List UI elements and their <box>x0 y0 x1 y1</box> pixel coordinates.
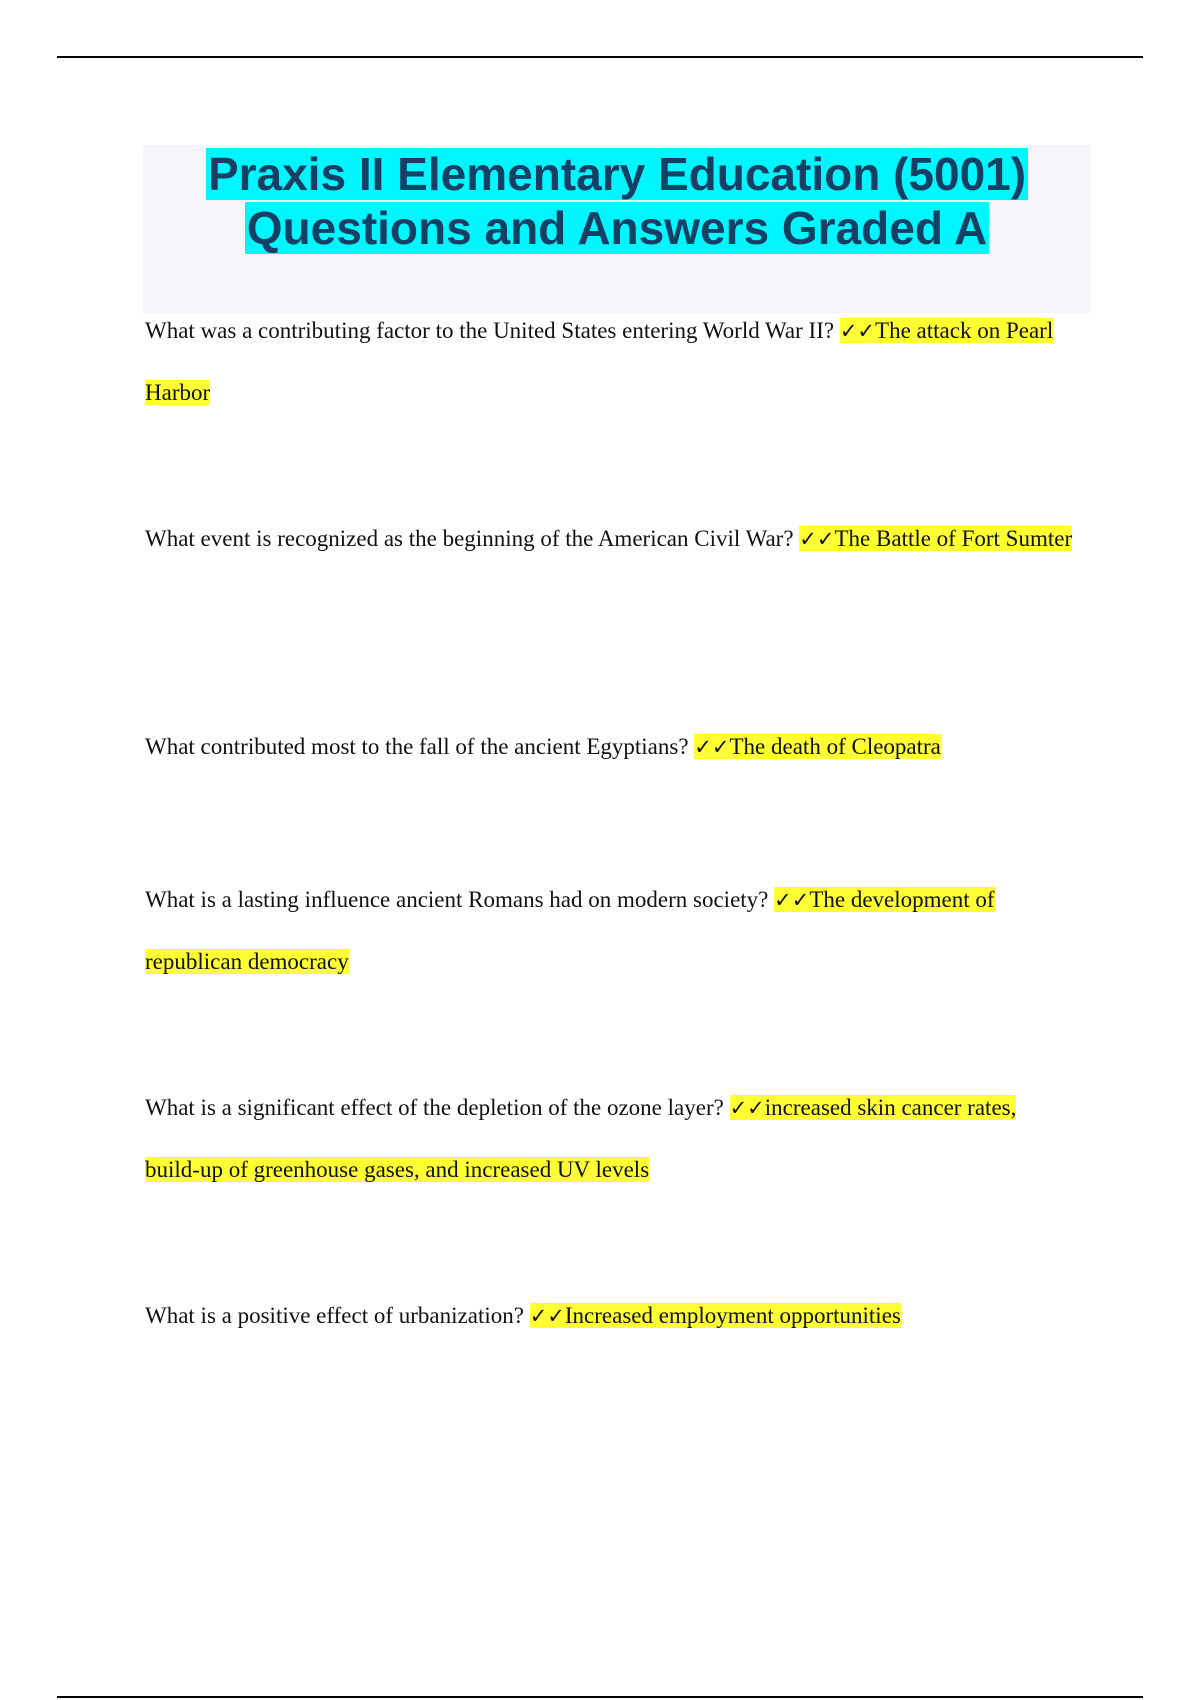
document-title <box>143 145 1091 255</box>
double-check-icon: ✓✓ <box>694 735 730 759</box>
double-check-icon: ✓✓ <box>529 1304 565 1328</box>
answer-text: The death of Cleopatra <box>729 734 941 759</box>
question-text: What was a contributing factor to the United States entering World War II? <box>145 318 835 343</box>
answer-highlight <box>799 526 1072 551</box>
qa-item <box>145 869 1075 992</box>
question-text: What event is recognized as the beginning of the American Civil War? <box>145 526 794 551</box>
answer-text: Increased employment opportunities <box>564 1303 901 1328</box>
question-text: What is a significant effect of the depletion of the ozone layer? <box>145 1095 724 1120</box>
qa-item <box>145 716 1075 778</box>
answer-highlight <box>530 1303 901 1328</box>
qa-item <box>145 300 1075 423</box>
qa-item <box>145 508 1075 570</box>
bottom-rule <box>57 1696 1143 1698</box>
title-line-1: Praxis II Elementary Education (5001) <box>207 148 1027 200</box>
double-check-icon: ✓✓ <box>729 1096 765 1120</box>
answer-text: increased skin cancer rates, build-up of greenhouse gases, and increased UV levels <box>145 1095 1017 1182</box>
question-text: What is a lasting influence ancient Romans had on modern society? <box>145 887 769 912</box>
question-text: What is a positive effect of urbanization? <box>145 1303 524 1328</box>
double-check-icon: ✓✓ <box>799 527 835 551</box>
top-rule <box>57 56 1143 58</box>
double-check-icon: ✓✓ <box>774 888 810 912</box>
title-block <box>143 145 1091 313</box>
title-line-2: Questions and Answers Graded A <box>246 202 988 254</box>
answer-text: The development of republican democracy <box>145 887 995 974</box>
qa-item <box>145 1285 1075 1347</box>
double-check-icon: ✓✓ <box>839 319 876 343</box>
answer-text: The Battle of Fort Sumter <box>834 526 1073 551</box>
answer-text: The attack on Pearl Harbor <box>145 318 1054 405</box>
question-text: What contributed most to the fall of the ancient Egyptians? <box>145 734 689 759</box>
answer-highlight <box>694 734 941 759</box>
qa-item <box>145 1077 1075 1200</box>
